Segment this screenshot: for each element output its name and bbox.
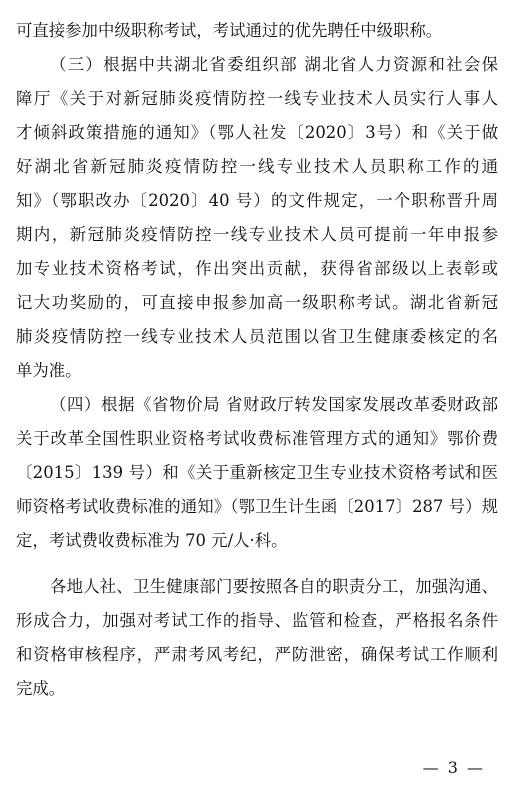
paragraph-4-line-1: 各地人社、卫生健康部门要按照各自的职责分工，加强沟通、 (50, 577, 498, 596)
paragraph-2-line-2: 障厅《关于对新冠肺炎疫情防控一线专业技术人员实行人事人 (16, 89, 498, 108)
paragraph-2-line-6: 期内，新冠肺炎疫情防控一线专业技术人员可提前一年申报参 (16, 225, 498, 244)
paragraph-3-line-2: 关于改革全国性职业资格考试收费标准管理方式的通知》鄂价费 (16, 429, 498, 448)
paragraph-2-line-8: 记大功奖励的，可直接申报参加高一级职称考试。湖北省新冠 (16, 293, 498, 312)
paragraph-4-line-2: 形成合力，加强对考试工作的指导、监管和检查，严格报名条件 (16, 611, 498, 630)
paragraph-3-line-3: 〔2015〕139 号）和《关于重新核定卫生专业技术资格考试和医 (16, 463, 498, 482)
paragraph-4-line-3: 和资格审核程序，严肃考风考纪，严防泄密，确保考试工作顺利 (16, 645, 498, 664)
paragraph-3-line-5: 定，考试费收费标准为 70 元/人·科。 (16, 531, 288, 550)
paragraph-2-line-9: 肺炎疫情防控一线专业技术人员范围以省卫生健康委核定的名 (16, 327, 498, 346)
paragraph-2-line-3: 才倾斜政策措施的通知》（鄂人社发〔2020〕3号）和《关于做 (16, 123, 498, 142)
paragraph-spacer (16, 558, 498, 570)
paragraph-2-line-1: （三）根据中共湖北省委组织部 湖北省人力资源和社会保 (50, 55, 498, 74)
paragraph-2-line-7: 加专业技术资格考试，作出突出贡献，获得省部级以上表彰或 (16, 259, 498, 278)
page-number: — 3 — (422, 758, 485, 777)
paragraph-2-line-10: 单为准。 (16, 361, 82, 380)
paragraph-2-line-4: 好湖北省新冠肺炎疫情防控一线专业技术人员职称工作的通 (16, 157, 498, 176)
paragraph-3-line-4: 师资格考试收费标准的通知》（鄂卫生计生函〔2017〕287 号）规 (16, 497, 498, 516)
paragraph-2-line-5: 知》（鄂职改办〔2020〕40 号）的文件规定，一个职称晋升周 (16, 191, 498, 210)
paragraph-1-line-1: 可直接参加中级职称考试，考试通过的优先聘任中级职称。 (16, 21, 443, 40)
paragraph-4-line-4: 完成。 (16, 679, 66, 698)
document-body (16, 14, 498, 706)
paragraph-3-line-1: （四）根据《省物价局 省财政厅转发国家发展改革委财政部 (50, 395, 498, 414)
